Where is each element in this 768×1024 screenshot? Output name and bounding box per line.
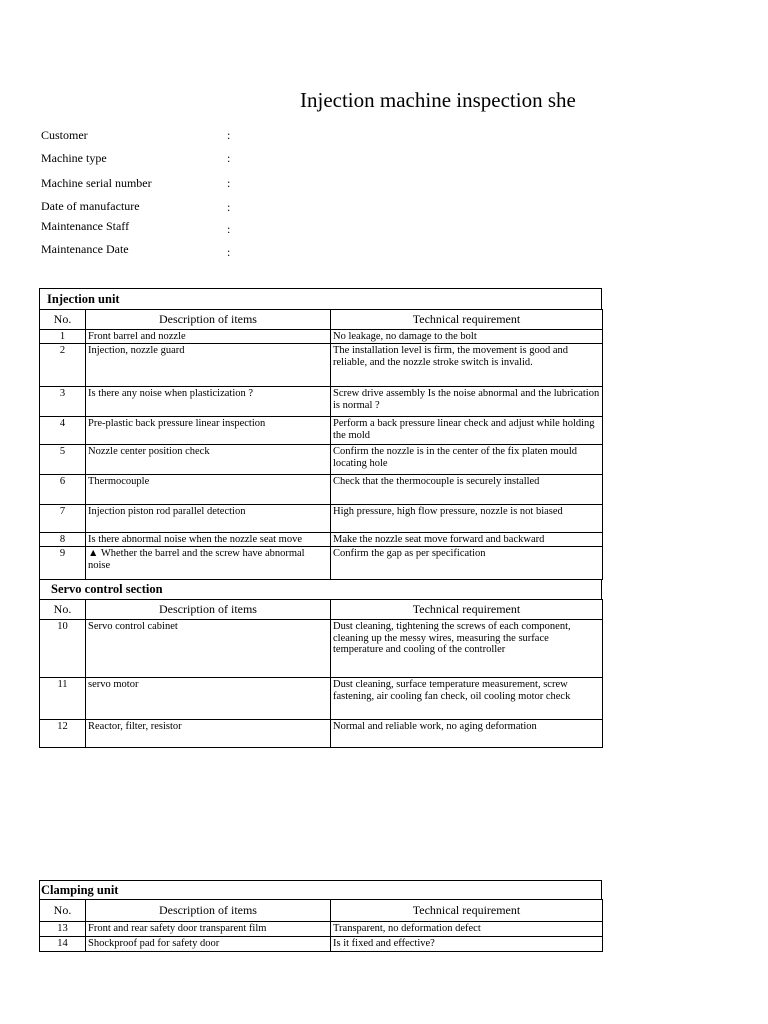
clamping-unit-table (39, 899, 603, 952)
row-no: 1 (40, 330, 86, 344)
column-header-description: Description of items (86, 900, 331, 922)
row-description: Injection piston rod parallel detection (86, 505, 331, 533)
injection-unit-title: Injection unit (47, 292, 120, 306)
row-no: 13 (40, 922, 86, 937)
table-row (40, 344, 603, 387)
column-header-description: Description of items (86, 310, 331, 330)
table-row (40, 533, 603, 547)
row-requirement: No leakage, no damage to the bolt (331, 330, 603, 344)
document-title: Injection machine inspection she (300, 88, 576, 112)
table-row (40, 445, 603, 475)
column-header-requirement: Technical requirement (331, 600, 603, 620)
row-description: Front barrel and nozzle (86, 330, 331, 344)
row-requirement: The installation level is firm, the movement is good and reliable, and the nozzle stroke switch is invalid. (331, 344, 603, 387)
table-row (40, 720, 603, 748)
row-requirement: Dust cleaning, surface temperature measurement, screw fastening, air cooling fan check, oil cooling motor check (331, 678, 603, 720)
info-label-machine-type: Machine type (41, 151, 107, 165)
clamping-title-box (39, 880, 602, 899)
table-row (40, 505, 603, 533)
row-no: 6 (40, 475, 86, 505)
info-colon-machine-type: : (227, 151, 231, 165)
row-description: Thermocouple (86, 475, 331, 505)
table-row (40, 475, 603, 505)
row-no: 4 (40, 417, 86, 445)
row-no: 3 (40, 387, 86, 417)
row-requirement: Normal and reliable work, no aging deformation (331, 720, 603, 748)
column-header-no: No. (40, 600, 86, 620)
row-no: 12 (40, 720, 86, 748)
row-requirement: Check that the thermocouple is securely installed (331, 475, 603, 505)
row-requirement: Screw drive assembly Is the noise abnormal and the lubrication is normal ? (331, 387, 603, 417)
row-no: 14 (40, 937, 86, 952)
row-no: 9 (40, 547, 86, 580)
servo-section-title: Servo control section (51, 582, 163, 596)
info-colon-maintenance-staff: : (227, 222, 231, 236)
row-description: Nozzle center position check (86, 445, 331, 475)
row-description: Servo control cabinet (86, 620, 331, 678)
row-no: 8 (40, 533, 86, 547)
row-requirement: Make the nozzle seat move forward and backward (331, 533, 603, 547)
info-label-customer: Customer (41, 128, 88, 142)
table-header-row (40, 310, 603, 330)
table-row (40, 387, 603, 417)
info-label-date-of-manufacture: Date of manufacture (41, 199, 140, 213)
table-header-row (40, 900, 603, 922)
injection-unit-table (39, 309, 603, 580)
row-no: 5 (40, 445, 86, 475)
column-header-no: No. (40, 900, 86, 922)
info-label-maintenance-staff: Maintenance Staff (41, 219, 130, 233)
info-colon-customer: : (227, 128, 231, 142)
table-row (40, 937, 603, 952)
table-header-row (40, 600, 603, 620)
table-row (40, 922, 603, 937)
row-requirement: Confirm the nozzle is in the center of the fix platen mould locating hole (331, 445, 603, 475)
clamping-unit-title: Clamping unit (41, 883, 119, 897)
table-row (40, 547, 603, 580)
info-colon-serial-number: : (227, 176, 231, 190)
row-requirement: Is it fixed and effective? (331, 937, 603, 952)
column-header-no: No. (40, 310, 86, 330)
table-row (40, 330, 603, 344)
column-header-description: Description of items (86, 600, 331, 620)
row-description: Reactor, filter, resistor (86, 720, 331, 748)
injection-title-box (39, 288, 602, 309)
row-requirement: Transparent, no deformation defect (331, 922, 603, 937)
row-requirement: High pressure, high flow pressure, nozzle is not biased (331, 505, 603, 533)
row-description: Front and rear safety door transparent film (86, 922, 331, 937)
servo-section-table (39, 599, 603, 748)
row-description: Injection, nozzle guard (86, 344, 331, 387)
table-row (40, 417, 603, 445)
row-description: Shockproof pad for safety door (86, 937, 331, 952)
row-description: ▲ Whether the barrel and the screw have abnormal noise (86, 547, 331, 580)
row-description: Pre-plastic back pressure linear inspection (86, 417, 331, 445)
row-no: 7 (40, 505, 86, 533)
row-no: 2 (40, 344, 86, 387)
column-header-requirement: Technical requirement (331, 310, 603, 330)
row-description: Is there abnormal noise when the nozzle seat move (86, 533, 331, 547)
row-requirement: Confirm the gap as per specification (331, 547, 603, 580)
row-no: 11 (40, 678, 86, 720)
info-colon-date-of-manufacture: : (227, 200, 231, 214)
info-label-maintenance-date: Maintenance Date (41, 242, 129, 256)
row-no: 10 (40, 620, 86, 678)
info-label-serial-number: Machine serial number (41, 176, 152, 190)
row-description: servo motor (86, 678, 331, 720)
row-description: Is there any noise when plasticization ? (86, 387, 331, 417)
table-row (40, 620, 603, 678)
row-requirement: Perform a back pressure linear check and adjust while holding the mold (331, 417, 603, 445)
table-row (40, 678, 603, 720)
row-requirement: Dust cleaning, tightening the screws of each component, cleaning up the messy wires, measuring the surface temperature and cooling of the controller (331, 620, 603, 678)
column-header-requirement: Technical requirement (331, 900, 603, 922)
info-colon-maintenance-date: : (227, 245, 231, 259)
